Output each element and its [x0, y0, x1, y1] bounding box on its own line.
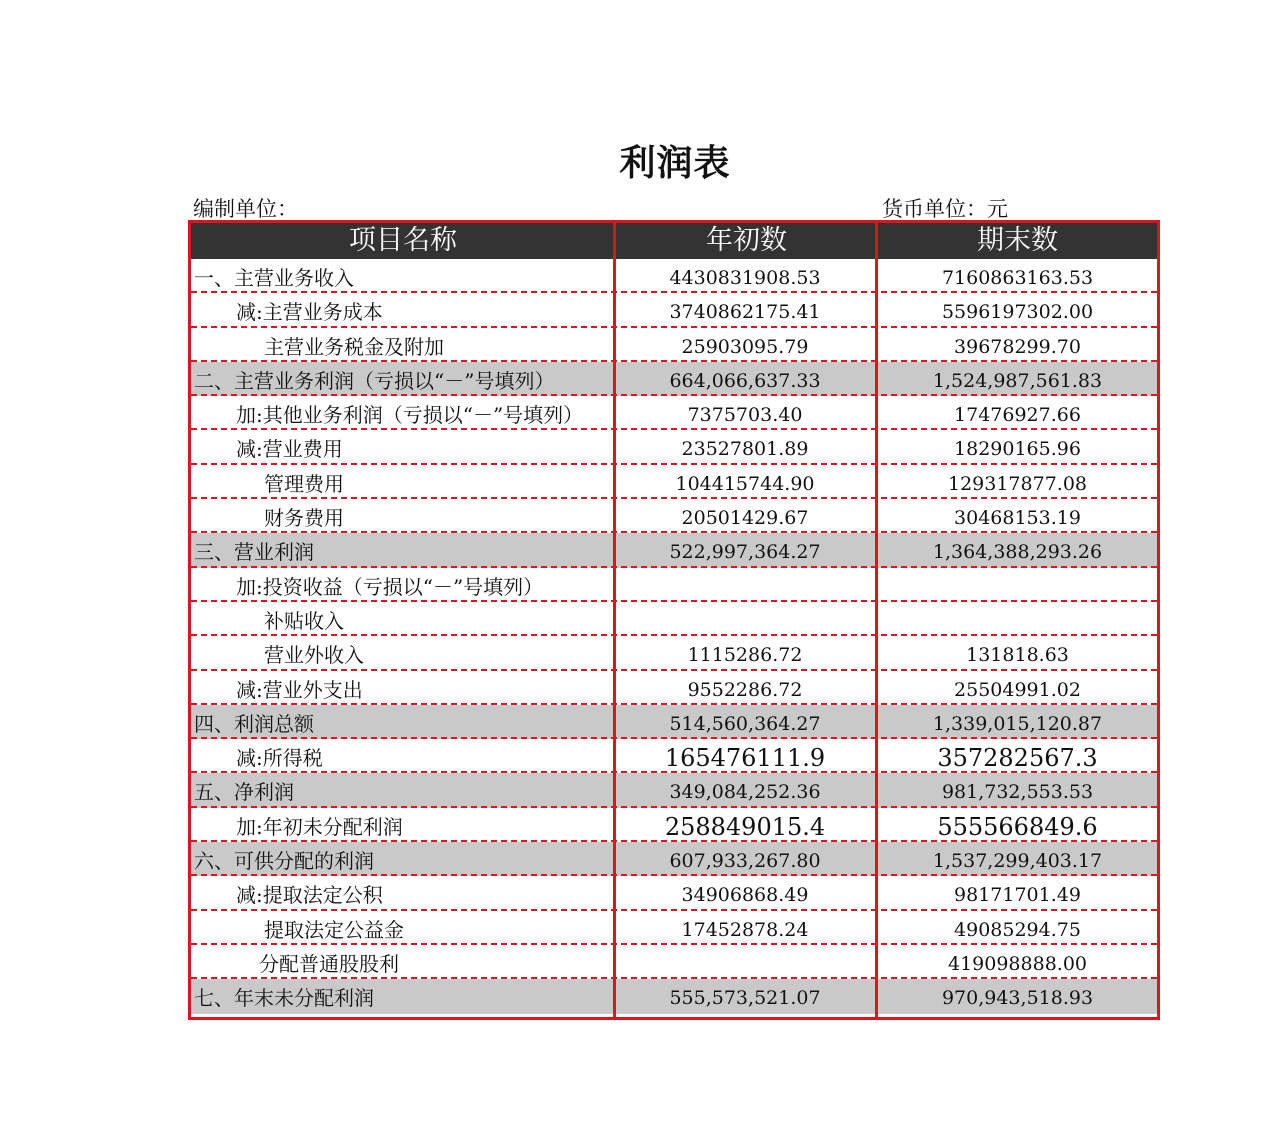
row-item-name: 四、利润总额: [194, 711, 314, 736]
row-beginning-value: 25903095.79: [681, 335, 809, 358]
table-row: [191, 636, 1157, 670]
row-beginning-value: 1115286.72: [687, 644, 803, 667]
row-beginning-value: [615, 568, 875, 600]
table-row: [191, 259, 1157, 293]
row-beginning-value: 3740862175.41: [669, 301, 821, 324]
row-beginning-value: 555,573,521.07: [669, 987, 821, 1010]
table-body: [191, 259, 1157, 1014]
row-item-name: 管理费用: [264, 471, 344, 496]
row-ending-value: 5596197302.00: [941, 301, 1094, 324]
row-item-name: 加:其他业务利润（亏损以“－”号填列）: [236, 403, 584, 428]
row-ending-value: 39678299.70: [954, 335, 1081, 358]
table-row: [191, 808, 1157, 842]
table-row: [191, 602, 1157, 636]
row-ending-value: [878, 602, 1157, 634]
row-beginning-value: 522,997,364.27: [669, 541, 821, 564]
table-row: [191, 430, 1157, 464]
table-row: [191, 465, 1157, 499]
table-row: [191, 739, 1157, 773]
row-beginning-value: 165476111.9: [664, 744, 826, 773]
row-ending-value: 49085294.75: [954, 918, 1081, 941]
header-item-name: 项目名称: [349, 225, 457, 256]
row-item-name: 财务费用: [264, 506, 344, 531]
table-row: [191, 568, 1157, 602]
row-beginning-value: 258849015.4: [664, 812, 826, 841]
row-item-name: 减:所得税: [236, 746, 323, 771]
row-beginning-value: 9552286.72: [687, 678, 803, 701]
table-row: [191, 979, 1157, 1013]
table-row: [191, 362, 1157, 396]
row-beginning-value: 34906868.49: [681, 884, 809, 907]
row-ending-value: 555566849.6: [937, 812, 1098, 841]
row-beginning-value: 17452878.24: [681, 918, 809, 941]
row-item-name: 主营业务税金及附加: [264, 334, 444, 359]
column-divider: [613, 220, 616, 1020]
table-row: [191, 533, 1157, 567]
table-header: [191, 223, 1157, 259]
row-item-name: 减:营业外支出: [236, 677, 363, 702]
row-ending-value: 131818.63: [966, 644, 1069, 667]
row-beginning-value: 664,066,637.33: [669, 369, 821, 392]
row-item-name: 减:提取法定公积: [236, 883, 383, 908]
row-ending-value: 17476927.66: [954, 404, 1081, 427]
row-ending-value: 30468153.19: [954, 507, 1081, 530]
table-row: [191, 671, 1157, 705]
row-ending-value: 1,364,388,293.26: [932, 541, 1103, 564]
row-ending-value: 18290165.96: [954, 438, 1081, 461]
row-item-name: 提取法定公益金: [264, 917, 404, 942]
row-beginning-value: [615, 945, 875, 977]
table-row: [191, 328, 1157, 362]
row-beginning-value: 4430831908.53: [669, 267, 821, 289]
row-ending-value: 357282567.3: [937, 744, 1098, 773]
row-ending-value: 129317877.08: [947, 472, 1087, 495]
table-row: [191, 842, 1157, 876]
row-beginning-value: 104415744.90: [675, 472, 815, 495]
row-item-name: 二、主营业务利润（亏损以“－”号填列）: [194, 368, 555, 393]
row-item-name: 六、可供分配的利润: [194, 849, 374, 874]
row-item-name: 五、净利润: [194, 780, 294, 805]
row-item-name: 营业外收入: [264, 643, 364, 668]
row-beginning-value: 514,560,364.27: [669, 712, 821, 735]
row-item-name: 补贴收入: [264, 608, 344, 633]
column-divider: [875, 220, 878, 1020]
table-row: [191, 396, 1157, 430]
table-row: [191, 293, 1157, 327]
table-row: [191, 705, 1157, 739]
table-row: [191, 911, 1157, 945]
page-title: 利润表: [619, 143, 731, 184]
row-beginning-value: 349,084,252.36: [669, 781, 821, 804]
row-ending-value: 7160863163.53: [941, 267, 1094, 289]
row-item-name: 七、年末未分配利润: [194, 986, 374, 1011]
row-item-name: 加:年初未分配利润: [236, 814, 403, 839]
row-beginning-value: 20501429.67: [681, 507, 809, 530]
row-beginning-value: [615, 602, 875, 634]
row-item-name: 一、主营业务收入: [194, 266, 354, 290]
row-ending-value: 1,537,299,403.17: [932, 850, 1103, 873]
currency-unit-label: 货币单位：元: [882, 197, 1008, 221]
row-ending-value: 98171701.49: [954, 884, 1081, 907]
row-beginning-value: 23527801.89: [681, 438, 809, 461]
row-item-name: 分配普通股股利: [259, 951, 399, 976]
table-row: [191, 773, 1157, 807]
table-row: [191, 945, 1157, 979]
table-row: [191, 876, 1157, 910]
row-ending-value: 981,732,553.53: [941, 781, 1094, 804]
row-ending-value: 25504991.02: [954, 678, 1081, 701]
row-beginning-value: 7375703.40: [687, 404, 803, 427]
row-item-name: 三、营业利润: [194, 540, 314, 565]
row-ending-value: 419098888.00: [947, 952, 1087, 975]
header-end-of-period: 期末数: [977, 225, 1058, 256]
row-item-name: 加:投资收益（亏损以“－”号填列）: [236, 574, 544, 599]
table-row: [191, 499, 1157, 533]
row-ending-value: 1,524,987,561.83: [932, 369, 1103, 392]
row-ending-value: [878, 568, 1157, 600]
row-ending-value: 1,339,015,120.87: [932, 712, 1103, 735]
row-ending-value: 970,943,518.93: [941, 987, 1094, 1010]
row-item-name: 减:主营业务成本: [236, 300, 383, 325]
compiling-unit-label: 编制单位：: [193, 197, 298, 221]
header-beginning-of-year: 年初数: [706, 225, 787, 256]
row-item-name: 减:营业费用: [236, 437, 343, 462]
row-beginning-value: 607,933,267.80: [669, 850, 821, 873]
